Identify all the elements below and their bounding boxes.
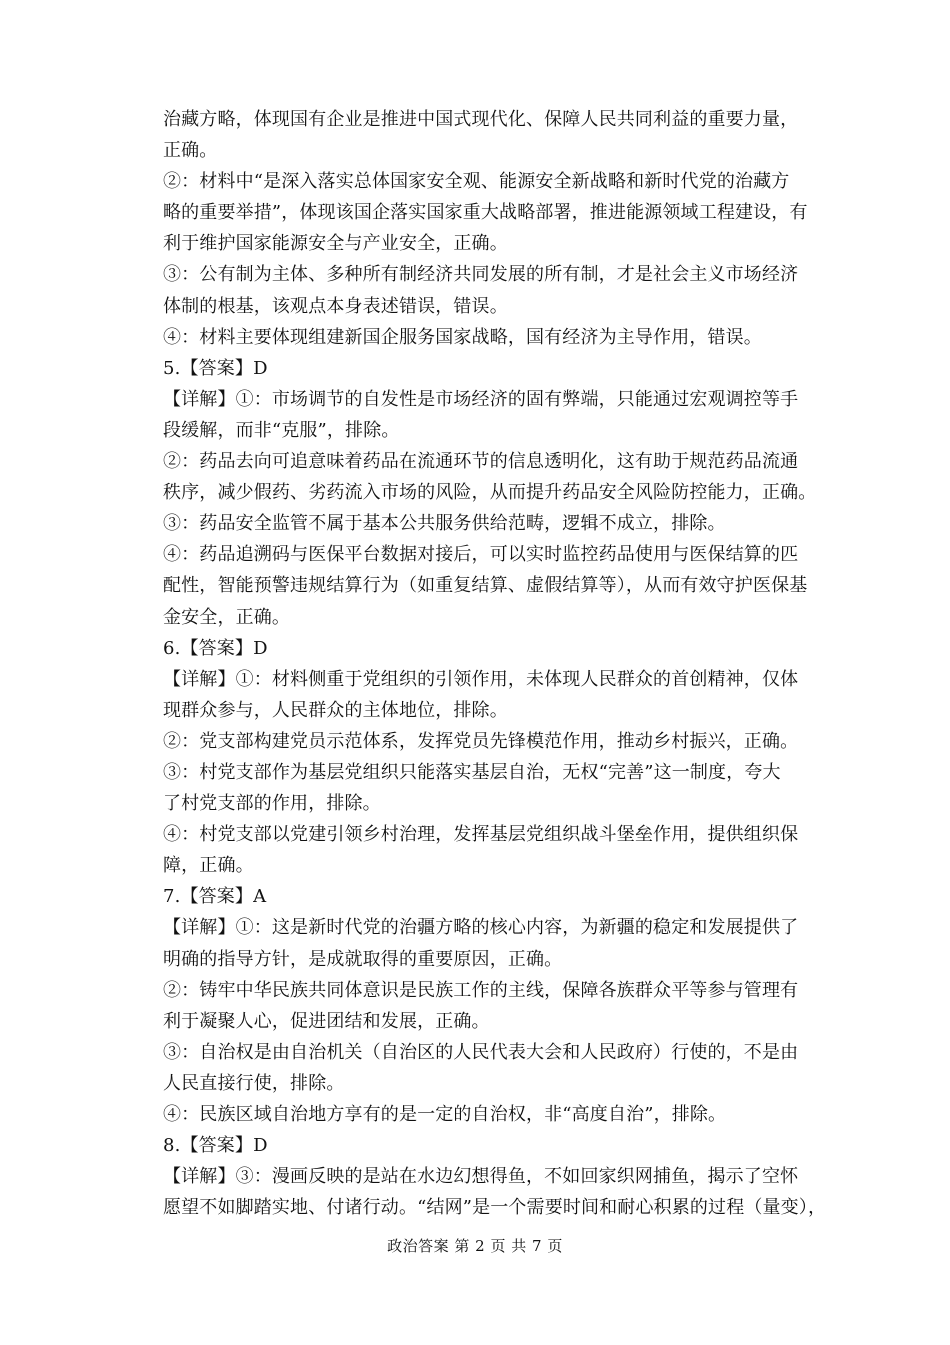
text-line: 【详解】①：市场调节的自发性是市场经济的固有弊端，只能通过宏观调控等手 [163,388,799,410]
text-line: 略的重要举措”，体现该国企落实国家重大战略部署，推进能源领域工程建设，有 [163,202,808,224]
answer-heading: 8.【答案】D [163,1135,268,1157]
text-line: 配性，智能预警违规结算行为（如重复结算、虚假结算等），从而有效守护医保基 [163,575,808,597]
text-line: 正确。 [163,140,218,162]
text-line: 【详解】①：材料侧重于党组织的引领作用，未体现人民群众的首创精神，仅体 [163,668,799,690]
page-footer: 政治答案 第 2 页 共 7 页 [387,1237,563,1255]
text-line: ④：村党支部以党建引领乡村治理，发挥基层党组织战斗堡垒作用，提供组织保 [163,824,799,846]
text-line: ②：药品去向可追意味着药品在流通环节的信息透明化，这有助于规范药品流通 [163,451,799,473]
text-line: 了村党支部的作用，排除。 [163,793,381,815]
text-line: ②：材料中“是深入落实总体国家安全观、能源安全新战略和新时代党的治藏方 [163,171,790,193]
text-line: 利于凝聚人心，促进团结和发展，正确。 [163,1010,490,1032]
text-line: 愿望不如脚踏实地、付诸行动。“结网”是一个需要时间和耐心积累的过程（量变）， [163,1197,827,1219]
text-line: 利于维护国家能源安全与产业安全，正确。 [163,233,508,255]
text-line: 金安全，正确。 [163,606,291,628]
answer-heading: 5.【答案】D [163,357,268,379]
answer-heading: 7.【答案】A [163,886,267,908]
text-line: 现群众参与，人民群众的主体地位，排除。 [163,699,508,721]
answer-heading: 6.【答案】D [163,637,268,659]
text-line: ③：自治权是由自治机关（自治区的人民代表大会和人民政府）行使的，不是由 [163,1041,799,1063]
text-line: ④：民族区域自治地方享有的是一定的自治权，非“高度自治”，排除。 [163,1104,727,1125]
text-line: 治藏方略，体现国有企业是推进中国式现代化、保障人民共同利益的重要力量， [163,109,799,130]
text-line: 体制的根基，该观点本身表述错误，错误。 [163,295,508,317]
text-line: ④：材料主要体现组建新国企服务国家战略，国有经济为主导作用，错误。 [163,326,762,348]
text-line: 人民直接行使，排除。 [163,1072,345,1094]
text-line: ③：公有制为主体、多种所有制经济共同发展的所有制，才是社会主义市场经济 [163,264,799,286]
text-line: 障，正确。 [163,855,254,877]
text-line: ④：药品追溯码与医保平台数据对接后，可以实时监控药品使用与医保结算的匹 [163,544,799,566]
answer-text-body [163,104,827,1223]
text-line: 明确的指导方针，是成就取得的重要原因，正确。 [163,948,563,970]
text-line: 段缓解，而非“克服”，排除。 [163,419,400,441]
text-line: ②：党支部构建党员示范体系，发挥党员先锋模范作用，推动乡村振兴，正确。 [163,730,799,752]
text-line: 【详解】③：漫画反映的是站在水边幻想得鱼，不如回家织网捕鱼，揭示了空怀 [163,1166,799,1188]
text-line: ③：村党支部作为基层党组织只能落实基层自治，无权“完善”这一制度，夸大 [163,761,781,783]
text-line: 【详解】①：这是新时代党的治疆方略的核心内容，为新疆的稳定和发展提供了 [163,917,799,939]
text-line: ②：铸牢中华民族共同体意识是民族工作的主线，保障各族群众平等参与管理有 [163,979,799,1001]
text-line: 秩序，减少假药、劣药流入市场的风险，从而提升药品安全风险防控能力，正确。 [163,482,817,504]
text-line: ③：药品安全监管不属于基本公共服务供给范畴，逻辑不成立，排除。 [163,513,726,535]
